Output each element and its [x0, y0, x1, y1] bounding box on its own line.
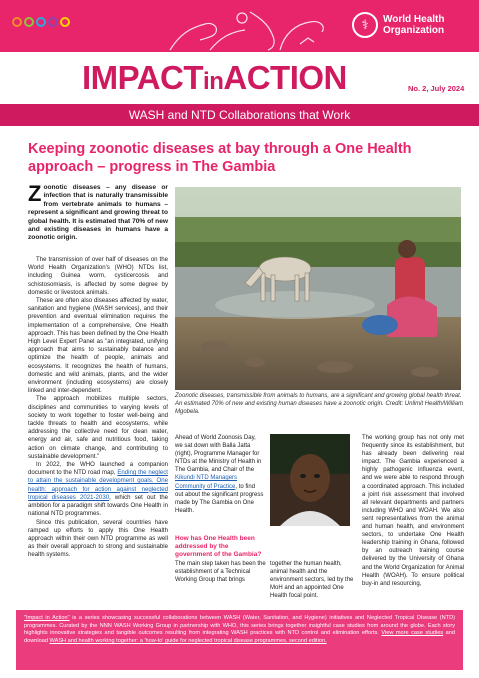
guide-link[interactable]: WASH and health working together: a 'how-to' guide for neglected tropical disease programmes, second edition.: [49, 637, 327, 644]
view-more-link[interactable]: View more case studies: [381, 630, 444, 637]
brand-impact: IMPACT: [82, 59, 204, 96]
article-title: Keeping zoonotic diseases at bay through a One Health approach – progress in The Gambia: [28, 141, 412, 175]
question-heading: How has One Health been addressed by the government of the Gambia?: [175, 535, 262, 558]
body-column-1: [28, 256, 168, 560]
paragraph: In 2022, the WHO launched a companion document to the NTD road map, Ending the neglect to attain the sustainable development goals. One health: approach for action against neglected tropical diseases 2021-2030, which set out the ambition for a paradigm shift towards One Health in national NTD programmes.: [28, 461, 168, 518]
answer-paragraph: The main step taken has been the establishment of a Technical Working Group that brings: [175, 561, 266, 584]
brand-action: ACTION: [223, 59, 347, 96]
drop-cap: Z: [28, 181, 42, 206]
portrait-photo: [270, 434, 350, 526]
circle-icon: [24, 17, 34, 27]
circle-icon: [48, 17, 58, 27]
hands-illustration: [150, 4, 340, 52]
roadmap-companion-link[interactable]: Ending the neglect to attain the sustainable development goals. One health: approach for action against neglected tropical diseases 2021-2030: [28, 469, 168, 501]
answer-paragraph-continued: together the human health, animal health and the environment sectors, led by the MoH and an appointed One Health focal point.: [270, 561, 354, 600]
brand-in: in: [203, 68, 224, 95]
kikundi-link[interactable]: Kikundi NTD Managers Community of Practice: [175, 475, 238, 490]
partner-circles-logo: [12, 17, 70, 27]
paragraph: The approach mobilizes multiple sectors, disciplines and communities to varying levels of society to work together to foster well-being and tackle threats to health and ecosystems, while addressing the collective need for clean water, energy and air, safe and nutritious food, taking action on climate change, and contributing to sustainable development.": [28, 395, 168, 460]
paragraph: Since this publication, several countries have ramped up efforts to apply this One Health approach within their own NTD programme as well as their overall approach to strong and sustainable health systems.: [28, 518, 168, 559]
field-photo-illustration: [175, 187, 461, 390]
who-name-line1: World Health: [383, 14, 445, 25]
who-name-line2: Organization: [383, 25, 445, 36]
issue-number: No. 2, July 2024: [408, 84, 465, 93]
subtitle-strip: WASH and NTD Collaborations that Work: [0, 104, 479, 126]
who-logo: [352, 12, 444, 38]
body-column-2: Ahead of World Zoonosis Day, we sat down with Balla Jatta (right), Programme Manager for NTDs at the Ministry of Health in The Gambia, and Chair of the Kikundi NTD Managers Community of Practice, to find out about the significant progress made by The Gambia on One Health.: [175, 435, 264, 514]
circle-icon: [12, 17, 22, 27]
body-column-4: The working group has not only met frequently since its establishment, but has already been delivering real impact. The Gambia experienced a highly pathogenic influenza event, and we were able to respond through a coordinated approach. This included a joint risk assessment that involved all relevant departments and partners including WHO and WOAH. We also sent representatives from the animal and human health, and environment sectors, to undertake One Health leadership training in Ghana, followed by an outreach training course delivered by the University of Ghana and the World Organization for Animal Health (WOAH). To ensure political buy-in and resourcing,: [362, 435, 464, 587]
who-emblem-icon: ⚕: [352, 12, 378, 38]
portrait-illustration: [270, 434, 350, 526]
impact-in-action-link[interactable]: "Impact in Action": [24, 615, 70, 621]
paragraph: The transmission of over half of diseases on the World Health Organization's (WHO) NTDs list, including Guinea worm, cysticercosis and schistosomiasis, is affected by some degree by domestic or livestock animals.: [28, 256, 168, 296]
paragraph: These are often also diseases affected by water, sanitation and hygiene (WASH services), and their prevention and eventual elimination requires the implementation of a comprehensive, One Health approach. This has been defined by the One Health High Level Expert Panel as "an integrated, unifying approach that aims to sustainably balance and optimize the health of people, animals and ecosystems. It recognizes the health of humans, domestic and wild animals, plants, and the wider environment (including ecosystems) are closely linked and inter-dependent.: [28, 297, 168, 395]
main-photo: [175, 187, 461, 390]
circle-icon: [36, 17, 46, 27]
footer-box: "Impact in Action" is a series showcasing successful collaborations between WASH (Water, Sanitation, and Hygiene) initiatives and Neglected Tropical Disease (NTD) programmes. Curated by the NNN WASH Working Group in partnership with WHO, this series brings together insightful case studies from around the globe. Each story highlights innovative strategies and tangible outcomes resulting from integrating WASH practices with NTD control and elimination efforts. View more case studies and download WASH and health working together: a 'how-to' guide for neglected tropical disease programmes, second edition.: [16, 610, 463, 670]
publication-title: [82, 58, 347, 102]
photo-caption: Zoonotic diseases, transmissible from animals to humans, are a significant and growing global health threat. An estimated 70% of new and existing human diseases have a zoonotic origin. Credit: Unlimit Health/William Mgobela.: [175, 393, 464, 415]
circle-icon: [60, 17, 70, 27]
intro-paragraph: Zoonotic diseases – any disease or infection that is naturally transmissible from vertebrate animals to humans – represent a significant and growing threat to global health. It is estimated that 70% of new and existing diseases in humans have a zoonotic origin.: [28, 181, 168, 242]
